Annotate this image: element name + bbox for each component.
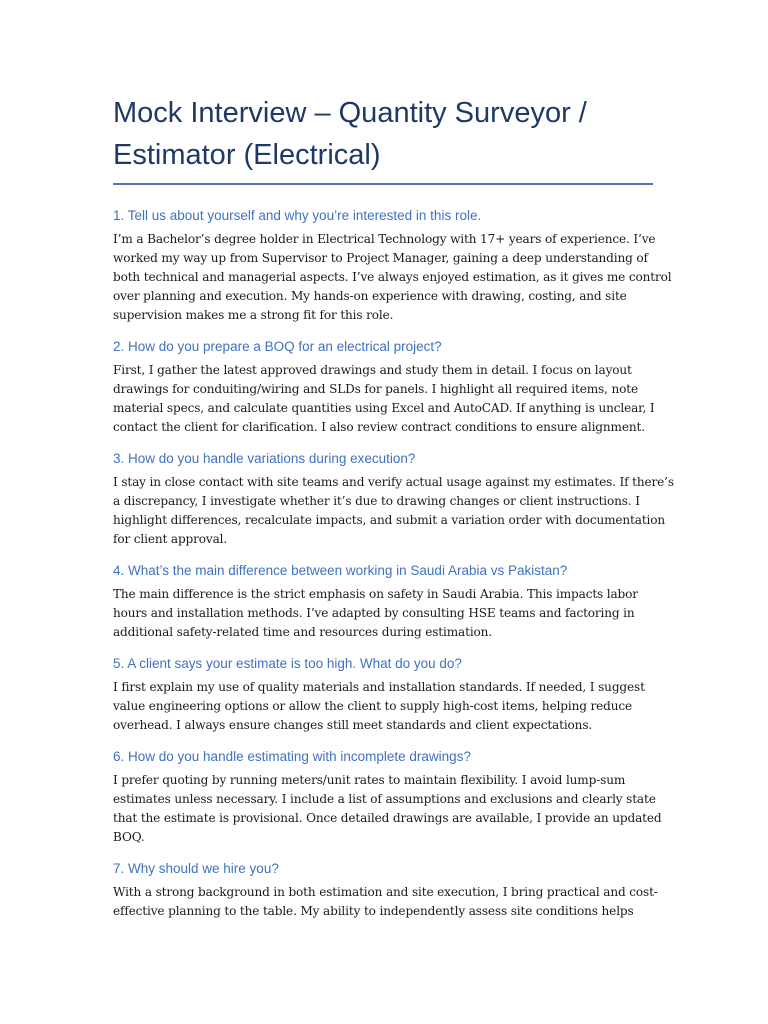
answer-line: First, I gather the latest approved drawings and study them in detail. I focus on layout <box>113 363 632 377</box>
document-title <box>113 92 653 185</box>
answer-line: over planning and execution. My hands-on experience with drawing, costing, and site <box>113 289 627 303</box>
answer-line: I stay in close contact with site teams and verify actual usage against my estimates. If there’s <box>113 475 674 489</box>
question-heading: 1. Tell us about yourself and why you’re interested in this role. <box>113 208 482 223</box>
answer-line: worked my way up from Supervisor to Project Manager, gaining a deep understanding of <box>113 251 648 265</box>
qa-section-5 <box>113 655 653 735</box>
answer-paragraph <box>113 473 674 549</box>
qa-section-3 <box>113 450 674 549</box>
answer-paragraph <box>113 361 653 437</box>
answer-line: BOQ. <box>113 830 145 844</box>
question-heading: 4. What’s the main difference between working in Saudi Arabia vs Pakistan? <box>113 563 568 578</box>
answer-line: effective planning to the table. My ability to independently assess site conditions helps <box>113 904 634 918</box>
answer-line: The main difference is the strict emphasis on safety in Saudi Arabia. This impacts labor <box>113 587 638 601</box>
answer-line: contact the client for clarification. I also review contract conditions to ensure alignment. <box>113 420 645 434</box>
answer-paragraph <box>113 883 658 921</box>
question-heading: 5. A client says your estimate is too high. What do you do? <box>113 656 462 671</box>
answer-line: With a strong background in both estimation and site execution, I bring practical and cost- <box>113 885 658 899</box>
answer-line: a discrepancy, I investigate whether it’s due to drawing changes or client instructions. I <box>113 494 640 508</box>
question-heading: 6. How do you handle estimating with incomplete drawings? <box>113 749 471 764</box>
title-line-2: Estimator (Electrical) <box>113 139 381 171</box>
answer-paragraph <box>113 230 672 325</box>
answer-paragraph <box>113 771 662 847</box>
question-heading: 2. How do you prepare a BOQ for an electrical project? <box>113 339 442 354</box>
title-line-1: Mock Interview – Quantity Surveyor / <box>113 97 587 129</box>
qa-section-7 <box>113 860 658 921</box>
qa-section-2 <box>113 338 653 437</box>
question-heading: 3. How do you handle variations during execution? <box>113 451 416 466</box>
qa-section-4 <box>113 562 653 642</box>
answer-paragraph <box>113 585 653 642</box>
answer-paragraph <box>113 678 653 735</box>
answer-line: that the estimate is provisional. Once detailed drawings are available, I provide an updated <box>113 811 662 825</box>
question-heading: 7. Why should we hire you? <box>113 861 279 876</box>
answer-line: additional safety-related time and resources during estimation. <box>113 625 493 639</box>
answer-line: estimates unless necessary. I include a list of assumptions and exclusions and clearly state <box>113 792 656 806</box>
answer-line: I’m a Bachelor’s degree holder in Electrical Technology with 17+ years of experience. I’ve <box>113 232 656 246</box>
answer-line: supervision makes me a strong fit for this role. <box>113 308 394 322</box>
qa-section-6 <box>113 748 662 847</box>
answer-line: overhead. I always ensure changes still meet standards and client expectations. <box>113 718 593 732</box>
answer-line: for client approval. <box>113 532 228 546</box>
answer-line: value engineering options or allow the client to supply high-cost items, helping reduce <box>113 699 633 713</box>
answer-line: drawings for conduiting/wiring and SLDs for panels. I highlight all required items, note <box>113 382 638 396</box>
qa-section-1 <box>113 207 672 325</box>
answer-line: material specs, and calculate quantities using Excel and AutoCAD. If anything is unclear, I <box>113 401 655 415</box>
answer-line: I first explain my use of quality materials and installation standards. If needed, I suggest <box>113 680 645 694</box>
answer-line: highlight differences, recalculate impacts, and submit a variation order with documentation <box>113 513 666 527</box>
document-page <box>113 92 674 921</box>
answer-line: I prefer quoting by running meters/unit rates to maintain flexibility. I avoid lump-sum <box>113 773 626 787</box>
answer-line: both technical and managerial aspects. I’ve always enjoyed estimation, as it gives me control <box>113 270 672 284</box>
answer-line: hours and installation methods. I’ve adapted by consulting HSE teams and factoring in <box>113 606 635 620</box>
